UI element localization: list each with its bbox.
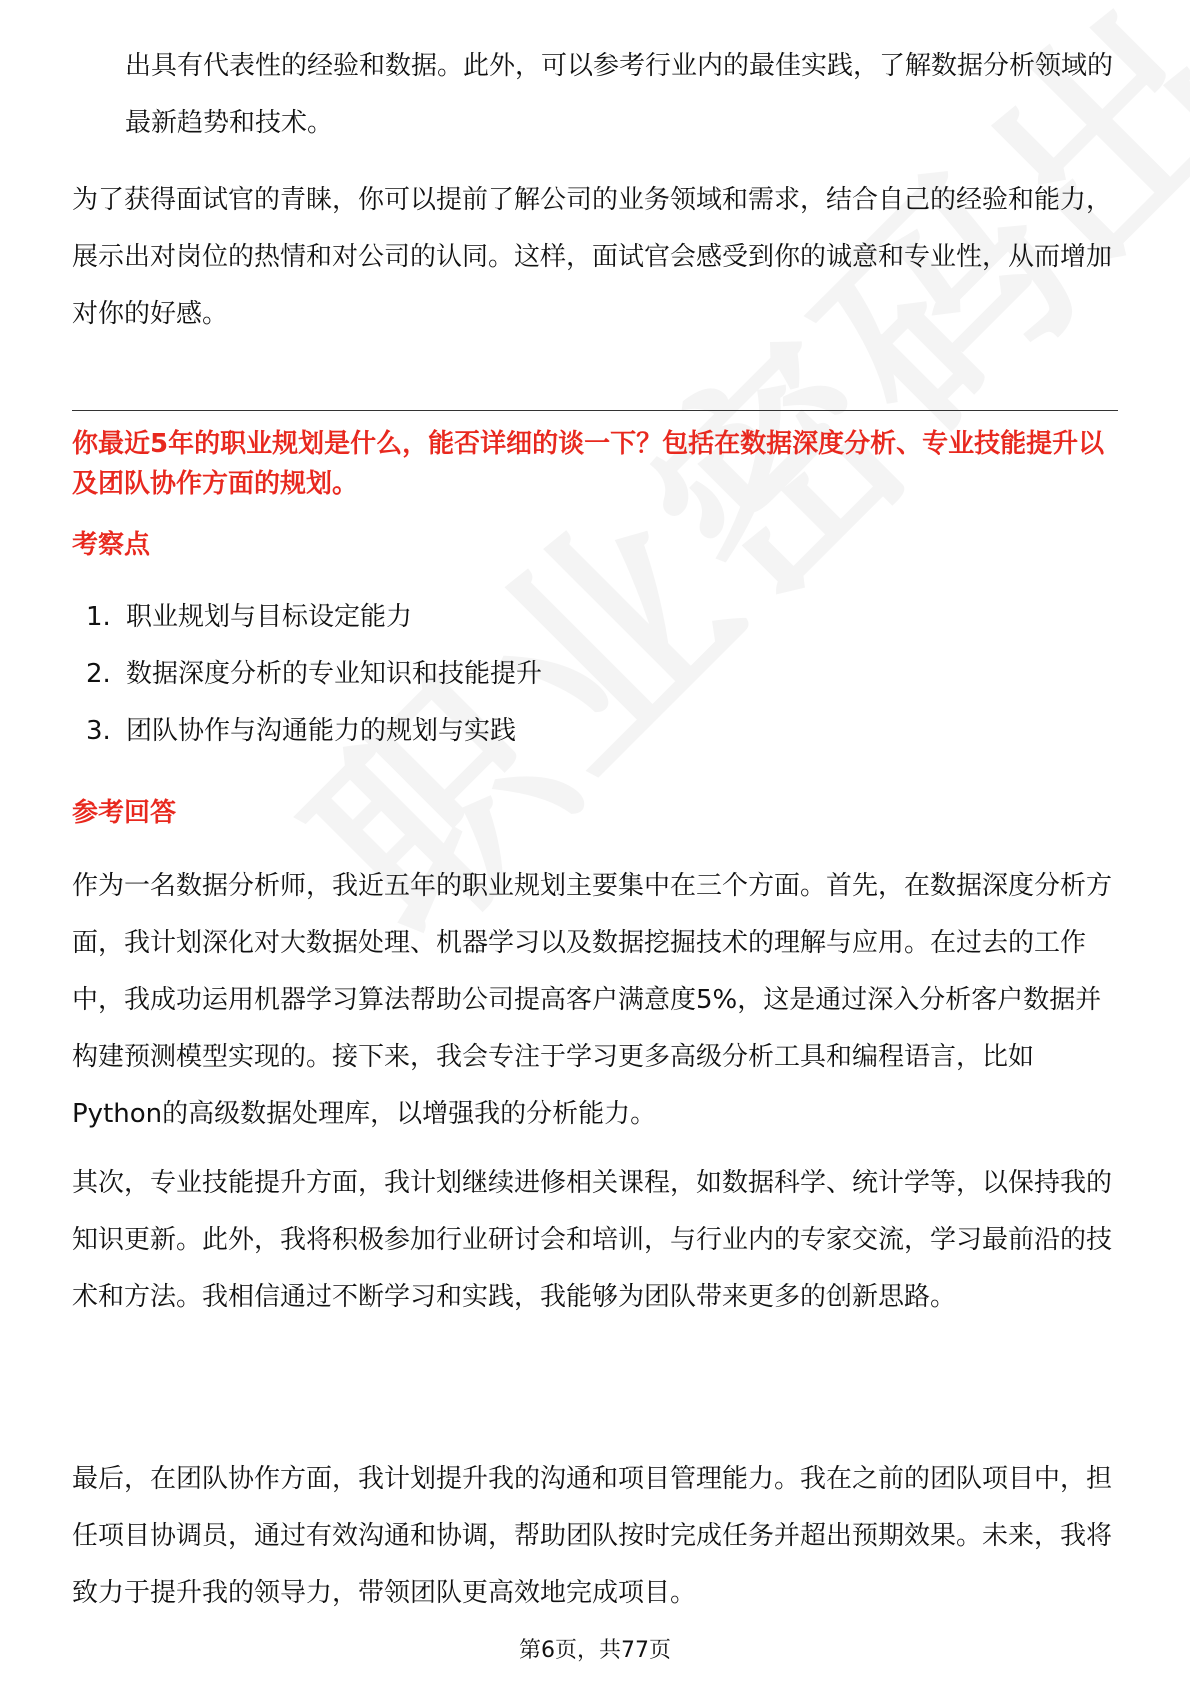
answer-paragraph: 作为一名数据分析师，我近五年的职业规划主要集中在三个方面。首先，在数据深度分析方面，我计划深化对大数据处理、机器学习以及数据挖掘技术的理解与应用。在过去的工作中，我成功运用机器学习算法帮助公司提高客户满意度5%，这是通过深入分析客户数据并构建预测模型实现的。接下来，我会专注于学习更多高级分析工具和编程语言，比如Python的高级数据处理库，以增强我的分析能力。 <box>72 871 1113 1129</box>
intro-indented-paragraph: 出具有代表性的经验和数据。此外，可以参考行业内的最佳实践，了解数据分析领域的最新趋势和技术。 <box>125 51 1114 138</box>
list-item-text: 职业规划与目标设定能力 <box>126 602 413 632</box>
key-points-list <box>86 589 542 760</box>
key-points-heading: 考察点 <box>72 530 151 560</box>
answer-paragraph: 其次，专业技能提升方面，我计划继续进修相关课程，如数据科学、统计学等，以保持我的知识更新。此外，我将积极参加行业研讨会和培训，与行业内的专家交流，学习最前沿的技术和方法。我相信通过不断学习和实践，我能够为团队带来更多的创新思路。 <box>72 1168 1113 1312</box>
list-item <box>86 589 542 646</box>
answer-heading: 参考回答 <box>72 798 177 828</box>
interview-question: 你最近5年的职业规划是什么，能否详细的谈一下？包括在数据深度分析、专业技能提升以及团队协作方面的规划。 <box>72 429 1105 499</box>
list-item-number: 2. <box>86 659 111 689</box>
list-item-number: 1. <box>86 602 111 632</box>
list-item-text: 团队协作与沟通能力的规划与实践 <box>126 716 517 746</box>
section-divider <box>72 410 1118 411</box>
list-item <box>86 703 542 760</box>
answer-paragraph: 最后，在团队协作方面，我计划提升我的沟通和项目管理能力。我在之前的团队项目中，担任项目协调员，通过有效沟通和协调，帮助团队按时完成任务并超出预期效果。未来，我将致力于提升我的领导力，带领团队更高效地完成项目。 <box>72 1464 1113 1608</box>
page-footer: 第6页，共77页 <box>519 1638 671 1663</box>
list-item <box>86 646 542 703</box>
intro-paragraph: 为了获得面试官的青睐，你可以提前了解公司的业务领域和需求，结合自己的经验和能力，展示出对岗位的热情和对公司的认同。这样，面试官会感受到你的诚意和专业性，从而增加对你的好感。 <box>72 185 1113 329</box>
list-item-number: 3. <box>86 716 111 746</box>
list-item-text: 数据深度分析的专业知识和技能提升 <box>126 659 543 689</box>
